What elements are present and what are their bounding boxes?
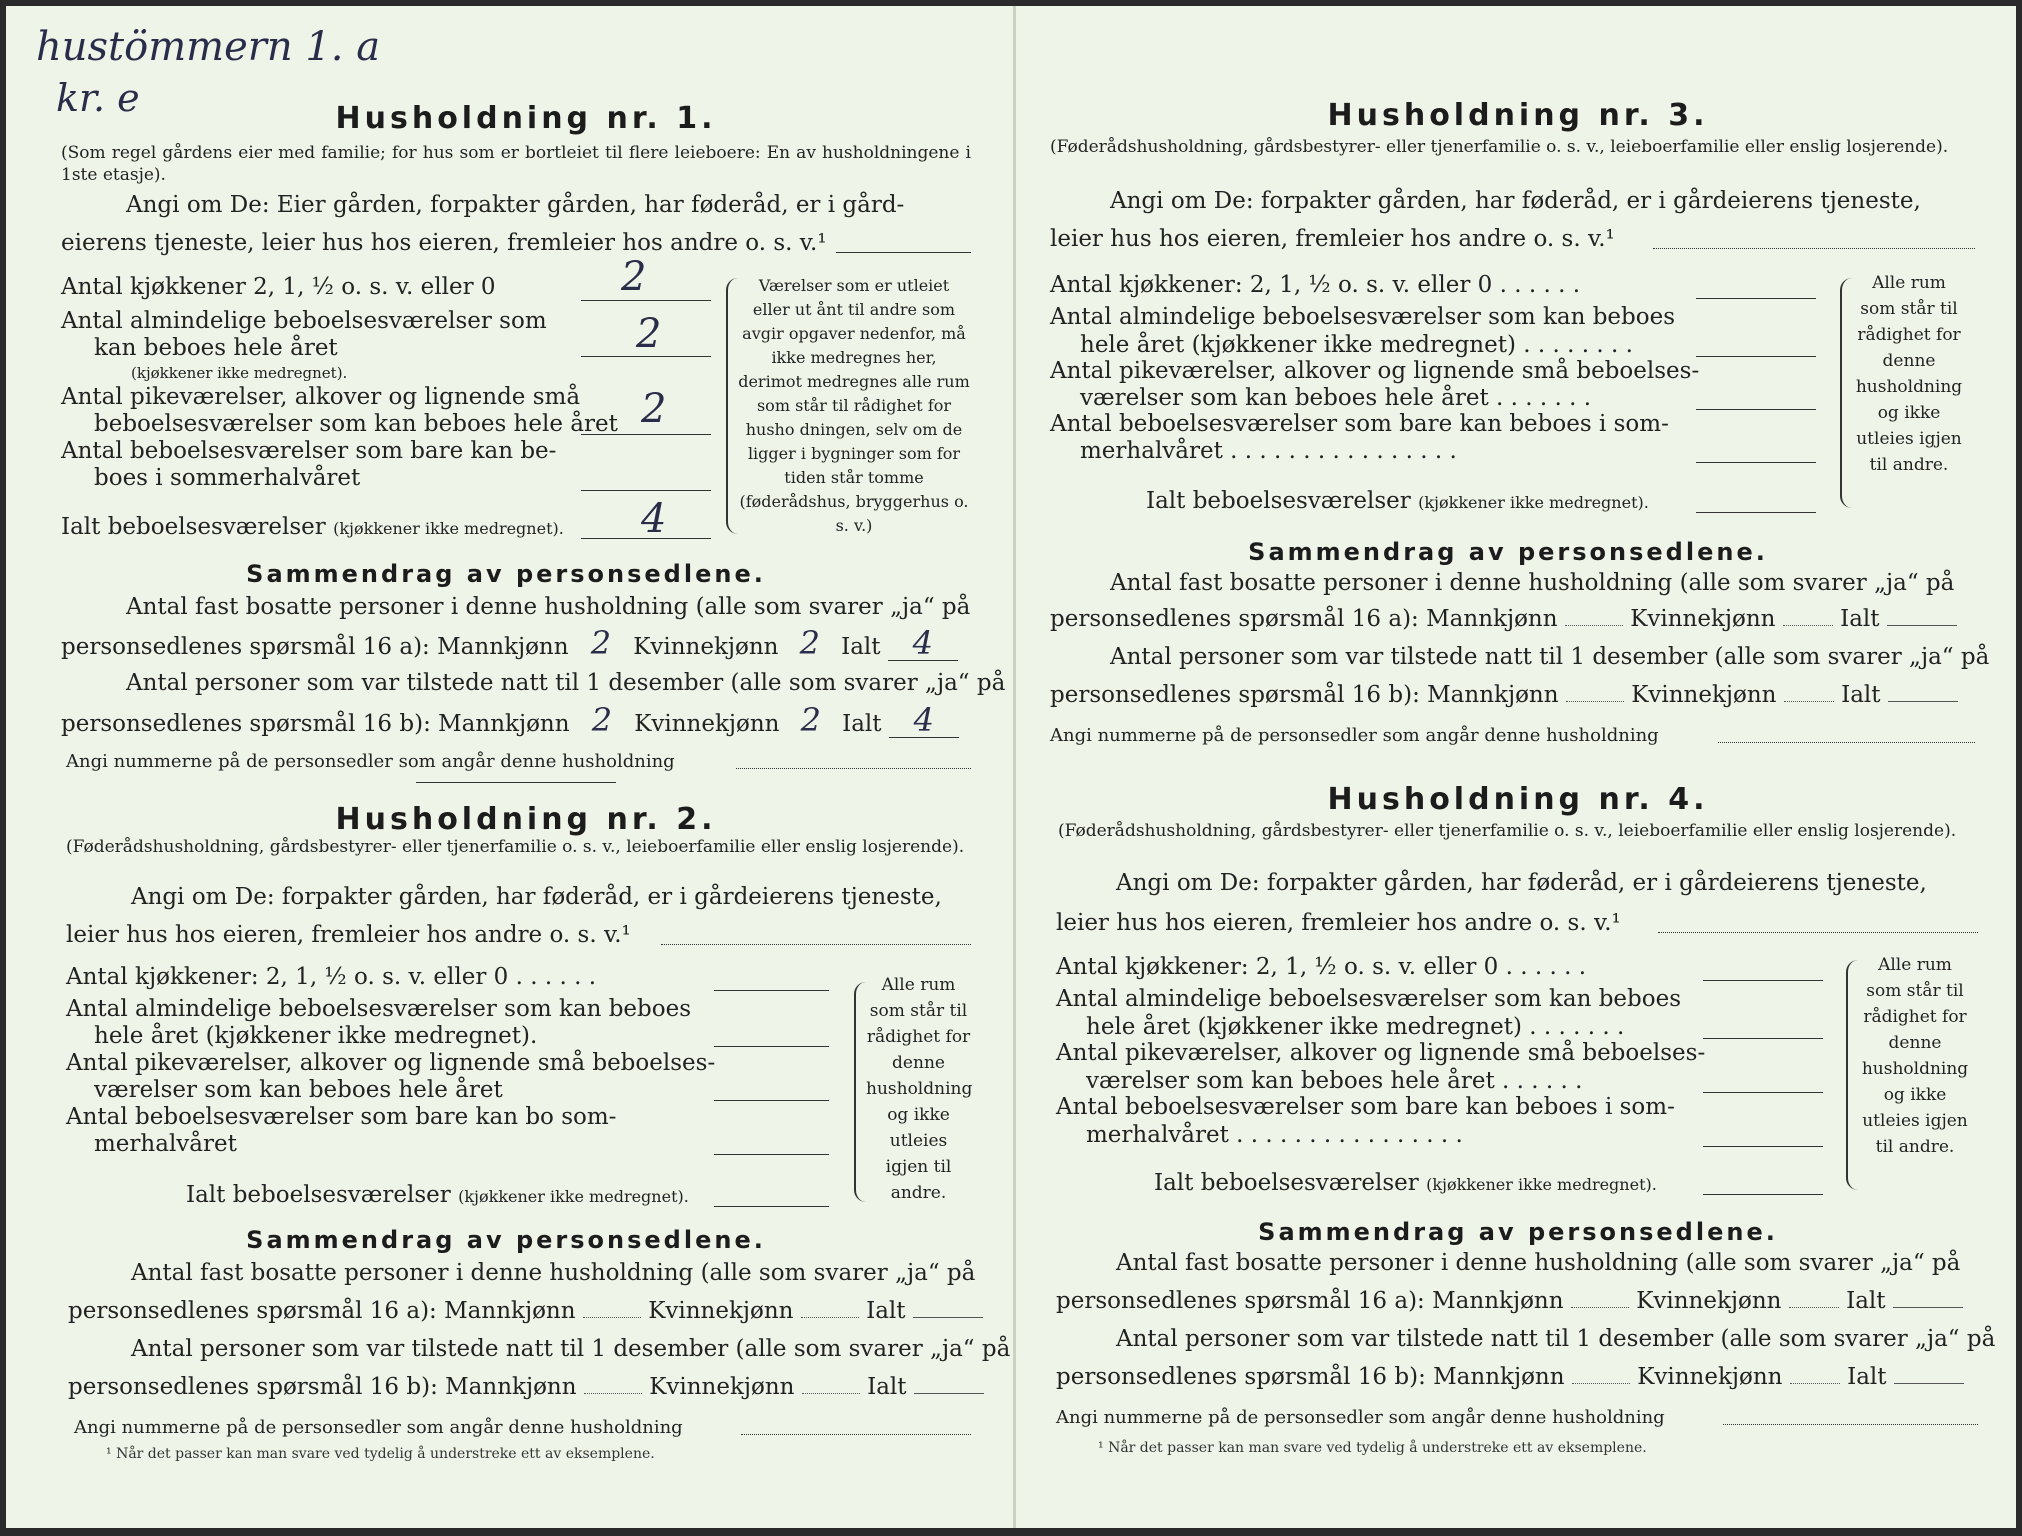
h1-alm-label2: kan beboes hele året: [94, 335, 338, 361]
h4-fast-ialt-field[interactable]: [1893, 1307, 1963, 1308]
right-page: [1028, 6, 2018, 1528]
h2-fast-ialt-field[interactable]: [913, 1317, 983, 1318]
h2-kjokkener-line[interactable]: [714, 990, 829, 991]
h1-kjokkener-value[interactable]: 2: [621, 254, 647, 300]
h1-tilstede-kvinne[interactable]: 2: [800, 701, 821, 739]
h2-pike-label1: Antal pikeværelser, alkover og lignende små beboelses-: [66, 1050, 716, 1076]
h1-ialt-line: [581, 538, 711, 539]
h1-tilstede-line1: Antal personer som var tilstede natt til 1 desember (alle som svarer „ja“ på: [126, 670, 1006, 696]
h1-sammendrag-title: Sammendrag av personsedlene.: [246, 560, 766, 588]
h3-kjokkener-line[interactable]: [1696, 298, 1816, 299]
h4-sommer-label2: merhalvåret . . . . . . . . . . . . . . . .: [1086, 1122, 1463, 1148]
h4-nummerne: Angi nummerne på de personsedler som angår denne husholdning: [1056, 1407, 1665, 1428]
h4-side-note: Alle rum som står til rådighet for denne husholdning og ikke utleies igjen til andre.: [1861, 955, 1969, 1157]
h4-angi-line1: Angi om De: forpakter gården, har føderåd, er i gårdeierens tjeneste,: [1116, 870, 1927, 896]
h3-sommer-line[interactable]: [1696, 462, 1816, 463]
h2-tilstede-line2: personsedlenes spørsmål 16 b): Mannkjønn Kvinnekjønn Ialt: [68, 1370, 984, 1404]
h3-side-note: Alle rum som står til rådighet for denne husholdning og ikke utleies igjen til andre.: [1855, 273, 1963, 475]
h4-fast-line2: personsedlenes spørsmål 16 a): Mannkjønn Kvinnekjønn Ialt: [1056, 1284, 1963, 1318]
h2-tilstede-mann-field[interactable]: [584, 1393, 642, 1394]
h3-pike-line[interactable]: [1696, 409, 1816, 410]
h2-sommer-label1: Antal beboelsesværelser som bare kan bo som-: [66, 1104, 617, 1130]
h1-tilstede-mann[interactable]: 2: [591, 701, 613, 739]
h1-kjokkener-line: [581, 300, 711, 301]
h3-fast-line2: personsedlenes spørsmål 16 a): Mannkjønn Kvinnekjønn Ialt: [1050, 602, 1957, 636]
h4-alm-line[interactable]: [1703, 1038, 1823, 1039]
h2-ialt-label: Ialt beboelsesværelser (kjøkkener ikke medregnet).: [186, 1182, 689, 1208]
h4-pike-label2: værelser som kan beboes hele året . . . . . .: [1086, 1068, 1583, 1094]
h3-fast-kvinne-field[interactable]: [1783, 625, 1833, 626]
h4-nummerne-line[interactable]: [1723, 1424, 1978, 1425]
h1-nummerne: Angi nummerne på de personsedler som angår denne husholdning: [66, 751, 675, 772]
h4-angi-line2: leier hus hos eieren, fremleier hos andre o. s. v.¹: [1056, 910, 1621, 936]
h4-kjokkener-line[interactable]: [1703, 980, 1823, 981]
h1-fast-line2: personsedlenes spørsmål 16 a): Mannkjønn 2 Kvinnekjønn 2 Ialt 4: [61, 626, 958, 664]
handwritten-header-2: kr. e: [56, 76, 140, 120]
h2-nummerne: Angi nummerne på de personsedler som angår denne husholdning: [74, 1417, 683, 1438]
h2-title: Husholdning nr. 2.: [335, 802, 717, 837]
h2-sammendrag-title: Sammendrag av personsedlene.: [246, 1226, 766, 1254]
h2-footnote: ¹ Når det passer kan man svare ved tydelig å understreke ett av eksemplene.: [106, 1446, 655, 1462]
h1-fast-ialt[interactable]: 4: [888, 626, 958, 661]
page-fold: [1013, 6, 1016, 1528]
h2-sommer-line[interactable]: [714, 1154, 829, 1155]
h1-ialt-value[interactable]: 4: [641, 496, 667, 542]
h3-nummerne-line[interactable]: [1718, 742, 1975, 743]
h4-fast-mann-field[interactable]: [1571, 1307, 1629, 1308]
h1-fast-mann[interactable]: 2: [590, 624, 612, 662]
h1-title: Husholdning nr. 1.: [335, 101, 717, 136]
h1-angi-line2: eierens tjeneste, leier hus hos eieren, fremleier hos andre o. s. v.¹: [61, 230, 827, 256]
h2-fast-mann-field[interactable]: [583, 1317, 641, 1318]
h3-tilstede-ialt-field[interactable]: [1888, 701, 1958, 702]
h4-angi-answer-line[interactable]: [1658, 932, 1978, 933]
h2-side-note: Alle rum som står til rådighet for denne husholdning og ikke utleies igjen til andre.: [866, 975, 973, 1203]
h2-fast-kvinne-field[interactable]: [801, 1317, 859, 1318]
h4-tilstede-ialt-field[interactable]: [1894, 1383, 1964, 1384]
h2-tilstede-line1: Antal personer som var tilstede natt til 1 desember (alle som svarer „ja“ på: [131, 1336, 1011, 1362]
h2-pike-line[interactable]: [714, 1100, 829, 1101]
h3-sommer-label1: Antal beboelsesværelser som bare kan beboes i som-: [1050, 411, 1669, 437]
h3-tilstede-kvinne-field[interactable]: [1784, 701, 1834, 702]
h3-alm-label2: hele året (kjøkkener ikke medregnet) . . . . . . . .: [1080, 332, 1633, 358]
h4-footnote: ¹ Når det passer kan man svare ved tydelig å understreke ett av eksemplene.: [1098, 1440, 1647, 1456]
h3-pike-label2: værelser som kan beboes hele året . . . . . . .: [1080, 385, 1592, 411]
h1-alm-value[interactable]: 2: [636, 311, 662, 357]
h2-fast-line1: Antal fast bosatte personer i denne husholdning (alle som svarer „ja“ på: [131, 1260, 976, 1286]
h2-alm-label2: hele året (kjøkkener ikke medregnet).: [94, 1023, 538, 1049]
h4-tilstede-line1: Antal personer som var tilstede natt til 1 desember (alle som svarer „ja“ på: [1116, 1326, 1996, 1352]
h3-angi-line2: leier hus hos eieren, fremleier hos andre o. s. v.¹: [1050, 226, 1615, 252]
h2-tilstede-ialt-field[interactable]: [914, 1393, 984, 1394]
h1-alm-label1: Antal almindelige beboelsesværelser som: [61, 308, 547, 334]
h4-brace: [1846, 960, 1858, 1190]
h4-sommer-line[interactable]: [1703, 1146, 1823, 1147]
h2-alm-line[interactable]: [714, 1046, 829, 1047]
h3-tilstede-mann-field[interactable]: [1566, 701, 1624, 702]
h4-fast-kvinne-field[interactable]: [1789, 1307, 1839, 1308]
h1-fast-kvinne[interactable]: 2: [799, 624, 820, 662]
h3-fast-mann-field[interactable]: [1565, 625, 1623, 626]
h4-ialt-label: Ialt beboelsesværelser (kjøkkener ikke medregnet).: [1154, 1170, 1657, 1196]
h1-angi-line1: Angi om De: Eier gården, forpakter gården, har føderåd, er i gård-: [126, 192, 905, 218]
h3-sommer-label2: merhalvåret . . . . . . . . . . . . . . . .: [1080, 438, 1457, 464]
h1-pike-line: [581, 434, 711, 435]
h4-tilstede-line2: personsedlenes spørsmål 16 b): Mannkjønn Kvinnekjønn Ialt: [1056, 1360, 1964, 1394]
h4-fast-line1: Antal fast bosatte personer i denne husholdning (alle som svarer „ja“ på: [1116, 1250, 1961, 1276]
h3-nummerne: Angi nummerne på de personsedler som angår denne husholdning: [1050, 725, 1659, 746]
h1-pike-label1: Antal pikeværelser, alkover og lignende små: [61, 384, 581, 410]
h3-alm-label1: Antal almindelige beboelsesværelser som kan beboes: [1050, 304, 1676, 330]
h2-tilstede-kvinne-field[interactable]: [802, 1393, 860, 1394]
h1-brace: [726, 278, 738, 534]
h4-alm-label2: hele året (kjøkkener ikke medregnet) . . . . . . .: [1086, 1014, 1625, 1040]
h3-fast-ialt-field[interactable]: [1887, 625, 1957, 626]
h4-tilstede-kvinne-field[interactable]: [1790, 1383, 1840, 1384]
h1-kjokkener-label: Antal kjøkkener 2, 1, ½ o. s. v. eller 0: [61, 274, 496, 300]
h2-nummerne-line[interactable]: [741, 1434, 971, 1435]
h2-fast-line2: personsedlenes spørsmål 16 a): Mannkjønn Kvinnekjønn Ialt: [68, 1294, 983, 1328]
h4-tilstede-mann-field[interactable]: [1572, 1383, 1630, 1384]
h1-tilstede-ialt[interactable]: 4: [889, 703, 959, 738]
h2-angi-line2: leier hus hos eieren, fremleier hos andre o. s. v.¹: [66, 922, 631, 948]
h1-ialt-label: Ialt beboelsesværelser (kjøkkener ikke medregnet).: [61, 514, 564, 540]
h4-ialt-line[interactable]: [1703, 1194, 1823, 1195]
h4-subtitle: (Føderådshusholdning, gårdsbestyrer- eller tjenerfamilie o. s. v., leieboerfamilie eller enslig losjerende).: [1058, 821, 1957, 841]
h3-pike-label1: Antal pikeværelser, alkover og lignende små beboelses-: [1050, 358, 1700, 384]
h1-tilstede-line2: personsedlenes spørsmål 16 b): Mannkjønn 2 Kvinnekjønn 2 Ialt 4: [61, 703, 959, 741]
h2-kjokkener-label: Antal kjøkkener: 2, 1, ½ o. s. v. eller 0 . . . . . .: [66, 964, 597, 990]
h3-ialt-line[interactable]: [1696, 512, 1816, 513]
h1-sommer-line[interactable]: [581, 490, 711, 491]
h3-angi-answer-line[interactable]: [1653, 248, 1975, 249]
h1-alm-note: (kjøkkener ikke medregnet).: [131, 364, 348, 382]
h2-brace: [854, 982, 866, 1202]
h1-angi-answer-line[interactable]: [836, 252, 971, 253]
h3-sammendrag-title: Sammendrag av personsedlene.: [1248, 538, 1768, 566]
h3-fast-line1: Antal fast bosatte personer i denne husholdning (alle som svarer „ja“ på: [1110, 570, 1955, 596]
h1-pike-label2: beboelsesværelser som kan beboes hele året: [94, 411, 618, 437]
h3-angi-line1: Angi om De: forpakter gården, har føderåd, er i gårdeierens tjeneste,: [1110, 188, 1921, 214]
h3-title: Husholdning nr. 3.: [1327, 98, 1709, 133]
h4-sommer-label1: Antal beboelsesværelser som bare kan beboes i som-: [1056, 1094, 1675, 1120]
h3-subtitle: (Føderådshusholdning, gårdsbestyrer- eller tjenerfamilie o. s. v., leieboerfamilie eller enslig losjerende).: [1050, 137, 1949, 157]
h1-subtitle: (Som regel gårdens eier med familie; for hus som er bortleiet til flere leieboere: En av husholdningene i 1ste etasje).: [61, 143, 971, 185]
h2-angi-line1: Angi om De: forpakter gården, har føderåd, er i gårdeierens tjeneste,: [131, 884, 942, 910]
handwritten-header: hustömmern 1. a: [36, 24, 381, 70]
h1-fast-line1: Antal fast bosatte personer i denne husholdning (alle som svarer „ja“ på: [126, 594, 971, 620]
h4-kjokkener-label: Antal kjøkkener: 2, 1, ½ o. s. v. eller 0 . . . . . .: [1056, 954, 1587, 980]
h2-angi-answer-line[interactable]: [661, 944, 971, 945]
h1-pike-value[interactable]: 2: [641, 386, 667, 432]
h2-ialt-line[interactable]: [714, 1206, 829, 1207]
h4-pike-label1: Antal pikeværelser, alkover og lignende små beboelses-: [1056, 1040, 1706, 1066]
h4-title: Husholdning nr. 4.: [1327, 782, 1709, 817]
h4-sammendrag-title: Sammendrag av personsedlene.: [1258, 1218, 1778, 1246]
h2-alm-label1: Antal almindelige beboelsesværelser som kan beboes: [66, 996, 692, 1022]
h3-alm-line[interactable]: [1696, 356, 1816, 357]
h3-brace: [1840, 278, 1852, 508]
h1-separator: [416, 782, 616, 783]
h2-sommer-label2: merhalvåret: [94, 1131, 237, 1157]
h1-alm-line: [581, 356, 711, 357]
h4-alm-label1: Antal almindelige beboelsesværelser som kan beboes: [1056, 986, 1682, 1012]
h4-pike-line[interactable]: [1703, 1092, 1823, 1093]
census-form-sheet: [6, 6, 2016, 1528]
h2-subtitle: (Føderådshusholdning, gårdsbestyrer- eller tjenerfamilie o. s. v., leieboerfamilie eller enslig losjerende).: [66, 837, 965, 857]
h3-tilstede-line2: personsedlenes spørsmål 16 b): Mannkjønn Kvinnekjønn Ialt: [1050, 678, 1958, 712]
h2-pike-label2: værelser som kan beboes hele året: [94, 1077, 503, 1103]
h3-tilstede-line1: Antal personer som var tilstede natt til 1 desember (alle som svarer „ja“ på: [1110, 644, 1990, 670]
h3-ialt-label: Ialt beboelsesværelser (kjøkkener ikke medregnet).: [1146, 488, 1649, 514]
h1-sommer-label2: boes i sommerhalvåret: [94, 465, 361, 491]
h3-kjokkener-label: Antal kjøkkener: 2, 1, ½ o. s. v. eller 0 . . . . . .: [1050, 272, 1581, 298]
left-page: [6, 6, 1011, 1528]
h1-side-note: Værelser som er utleiet eller ut ånt til andre som avgir opgaver nedenfor, må ikke medregnes her, derimot medregnes alle rum som står til rådighet for husho dningen, selv om de ligger i bygninger som for tiden står tomme (føderådshus, bryggerhus o. s. v.): [738, 276, 970, 535]
h1-nummerne-line[interactable]: [736, 768, 971, 769]
h1-sommer-label1: Antal beboelsesværelser som bare kan be-: [61, 438, 557, 464]
